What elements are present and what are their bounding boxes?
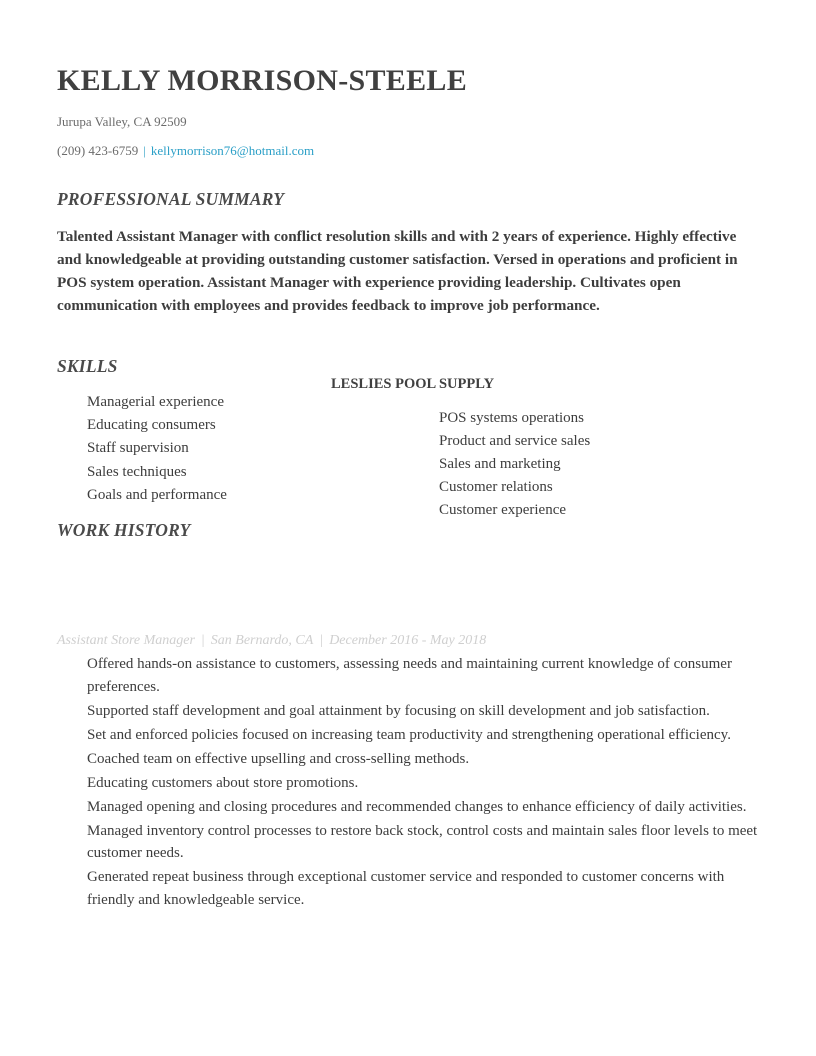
skill-item: Customer experience bbox=[439, 502, 567, 518]
phone-number: (209) 423-6759 bbox=[57, 143, 139, 158]
job-bullet: Managed inventory control processes to restore back stock, control costs and maintain sales floor levels to meet customer needs. bbox=[87, 822, 758, 861]
job-bullet: Educating customers about store promotions. bbox=[87, 774, 359, 791]
job-bullet: Coached team on effective upselling and cross-selling methods. bbox=[87, 750, 470, 767]
location-text: Jurupa Valley, CA 92509 bbox=[57, 114, 187, 129]
skills-heading: SKILLS bbox=[57, 356, 118, 376]
summary-paragraph: Talented Assistant Manager with conflict resolution skills and with 2 years of experience. Highly effective and knowledgeable at providing outstanding customer satisfaction. Versed in operations and proficient in POS system operation. Assistant Manager with experience providing leadership. Cultivates open communication with employees and provides feedback to improve job performance. bbox=[57, 228, 738, 314]
candidate-name: KELLY MORRISON-STEELE bbox=[57, 64, 468, 97]
job-bullet: Set and enforced policies focused on increasing team productivity and strengthening operational efficiency. bbox=[87, 726, 731, 743]
skills-left-list bbox=[87, 391, 227, 507]
job-separator: | bbox=[200, 633, 205, 648]
job-dates: December 2016 - May 2018 bbox=[329, 633, 487, 648]
skill-item: POS systems operations bbox=[439, 410, 585, 426]
job-bullet: Supported staff development and goal attainment by focusing on skill development and job satisfaction. bbox=[87, 702, 710, 719]
email-link[interactable]: kellymorrison76@hotmail.com bbox=[150, 143, 315, 158]
work-history-heading: WORK HISTORY bbox=[57, 520, 191, 540]
contact-line bbox=[57, 143, 314, 159]
skill-item: Goals and performance bbox=[87, 487, 227, 503]
job-location: San Bernardo, CA bbox=[210, 633, 314, 648]
contact-separator: | bbox=[143, 143, 146, 158]
skill-item: Product and service sales bbox=[439, 433, 591, 449]
skill-item: Staff supervision bbox=[87, 440, 189, 456]
job-bullet: Generated repeat business through exceptional customer service and responded to customer concerns with friendly and knowledgeable service. bbox=[87, 869, 725, 908]
skill-item: Educating consumers bbox=[87, 417, 216, 433]
employer-name: LESLIES POOL SUPPLY bbox=[331, 376, 495, 392]
job-bullet: Managed opening and closing procedures and recommended changes to enhance efficiency of daily activities. bbox=[87, 798, 747, 815]
job-title: Assistant Store Manager bbox=[57, 633, 195, 648]
job-separator: | bbox=[319, 633, 324, 648]
skill-item: Sales and marketing bbox=[439, 456, 561, 472]
job-bullet-list bbox=[87, 653, 767, 913]
job-title-line bbox=[57, 633, 486, 649]
job-bullet: Offered hands-on assistance to customers, assessing needs and maintaining current knowledge of consumer preferences. bbox=[87, 656, 732, 695]
skills-right-list bbox=[439, 407, 590, 522]
skill-item: Managerial experience bbox=[87, 394, 224, 410]
summary-heading: PROFESSIONAL SUMMARY bbox=[57, 189, 285, 209]
skill-item: Sales techniques bbox=[87, 464, 187, 480]
skill-item: Customer relations bbox=[439, 479, 553, 495]
